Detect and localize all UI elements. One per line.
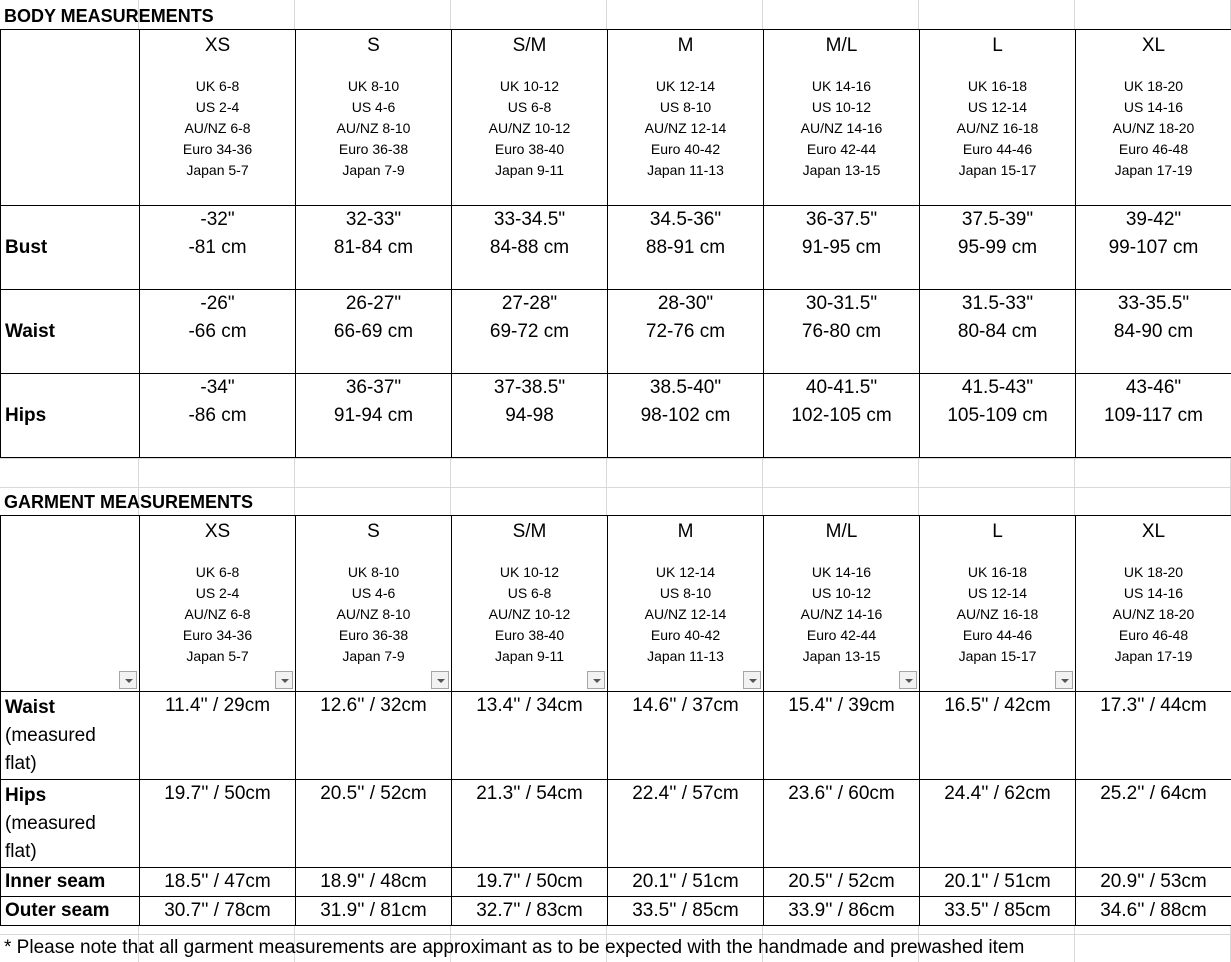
size-conversion-line: UK 16-18 (967, 564, 1028, 580)
size-conversion-line: Euro 36-38 (338, 141, 409, 157)
value-inches: 37-38.5" (493, 377, 566, 398)
measurement-cell: 20.5'' / 52cm (764, 868, 920, 897)
value-inches: 39-42" (1125, 209, 1182, 230)
value-inches: 33-34.5" (493, 209, 566, 230)
measurement-cell: 34.6'' / 88cm (1076, 897, 1231, 926)
row-label: Hips (1, 374, 140, 458)
size-conversion-line: US 4-6 (351, 585, 396, 601)
row-label-note: flat) (5, 840, 37, 862)
measurement-cell: 33.5'' / 85cm (608, 897, 764, 926)
size-name: S/M (512, 35, 547, 56)
size-name: L (992, 35, 1003, 56)
row-label (1, 897, 140, 926)
size-conversion-line: US 2-4 (195, 99, 240, 115)
size-conversion-line: Euro 46-48 (1118, 141, 1189, 157)
size-conversion-line: Euro 40-42 (650, 141, 721, 157)
size-conversion-line: UK 8-10 (347, 78, 400, 94)
size-conversion-line: Euro 42-44 (806, 627, 877, 643)
garment-row-waist (1, 692, 1231, 780)
size-conversions (764, 562, 919, 667)
size-name: M/L (825, 521, 858, 542)
size-name: S (367, 521, 380, 542)
size-conversion-line: Japan 17-19 (1114, 162, 1193, 178)
value-inches: 32-33" (345, 209, 402, 230)
value-cm: 99-107 cm (1108, 237, 1199, 258)
body-header-row (1, 30, 1231, 206)
size-conversion-line: AU/NZ 14-16 (800, 606, 883, 622)
size-conversions (452, 562, 607, 667)
size-conversion-line: AU/NZ 6-8 (184, 606, 251, 622)
value-cm: 98-102 cm (640, 405, 731, 426)
row-label: Waist (1, 290, 140, 374)
size-name: XL (1141, 521, 1166, 542)
size-conversion-line: Japan 15-17 (958, 648, 1037, 664)
measurement-cell: 32.7'' / 83cm (452, 897, 608, 926)
measurement-cell (1076, 374, 1231, 458)
measurement-cell (764, 206, 920, 290)
measurement-cell: 12.6'' / 32cm (296, 692, 452, 780)
value-inches: 37.5-39" (961, 209, 1034, 230)
row-label-main: Inner seam (5, 871, 106, 892)
measurement-cell (140, 290, 296, 374)
value-inches: -34" (200, 377, 235, 398)
value-inches: 38.5-40" (649, 377, 722, 398)
garment-size-header-xl (1076, 516, 1231, 692)
size-name: XL (1141, 35, 1166, 56)
size-conversion-line: UK 18-20 (1123, 78, 1184, 94)
size-name: S/M (512, 521, 547, 542)
size-conversions (608, 76, 763, 181)
row-label (1, 692, 140, 780)
body-size-header-xs (140, 30, 296, 206)
size-conversion-line: UK 14-16 (811, 78, 872, 94)
row-label (1, 868, 140, 897)
measurement-cell: 13.4'' / 34cm (452, 692, 608, 780)
size-conversion-line: UK 6-8 (195, 564, 240, 580)
measurement-cell (1076, 290, 1231, 374)
filter-dropdown-button[interactable] (743, 671, 761, 689)
value-cm: 91-95 cm (801, 237, 882, 258)
size-conversion-line: Japan 7-9 (342, 162, 405, 178)
size-conversion-line: Euro 44-46 (962, 141, 1033, 157)
measurement-cell: 15.4'' / 39cm (764, 692, 920, 780)
size-conversions (608, 562, 763, 667)
value-cm: 88-91 cm (645, 237, 726, 258)
size-conversion-line: UK 14-16 (811, 564, 872, 580)
size-conversion-line: Euro 38-40 (494, 141, 565, 157)
filter-dropdown-button[interactable] (587, 671, 605, 689)
row-label (1, 780, 140, 868)
size-conversion-line: US 6-8 (507, 99, 552, 115)
gridline-horizontal (0, 458, 1231, 459)
measurement-cell (140, 374, 296, 458)
garment-row-inner-seam (1, 868, 1231, 897)
size-conversion-line: Euro 34-36 (182, 627, 253, 643)
size-conversion-line: Japan 13-15 (802, 648, 881, 664)
value-cm: 109-117 cm (1104, 405, 1203, 426)
body-size-header-xl (1076, 30, 1231, 206)
size-conversions (296, 562, 451, 667)
size-conversion-line: AU/NZ 8-10 (336, 120, 411, 136)
body-size-header-m-l (764, 30, 920, 206)
size-conversion-line: Euro 44-46 (962, 627, 1033, 643)
measurement-cell: 14.6'' / 37cm (608, 692, 764, 780)
measurement-cell: 19.7'' / 50cm (452, 868, 608, 897)
measurement-cell: 17.3'' / 44cm (1076, 692, 1231, 780)
size-conversion-line: Euro 46-48 (1118, 627, 1189, 643)
filter-dropdown-button[interactable] (275, 671, 293, 689)
size-conversions (296, 76, 451, 181)
size-conversion-line: Euro 42-44 (806, 141, 877, 157)
size-conversion-line: Euro 38-40 (494, 627, 565, 643)
value-cm: -81 cm (188, 237, 247, 258)
garment-measurements-title: GARMENT MEASUREMENTS (4, 492, 254, 512)
value-inches: 40-41.5" (805, 377, 878, 398)
size-conversion-line: AU/NZ 12-14 (644, 120, 727, 136)
size-conversion-line: AU/NZ 16-18 (956, 606, 1039, 622)
value-cm: 84-88 cm (489, 237, 570, 258)
size-name: XS (204, 35, 231, 56)
garment-corner-cell (1, 516, 140, 692)
size-name: M (677, 521, 694, 542)
filter-dropdown-button[interactable] (899, 671, 917, 689)
measurement-cell (296, 374, 452, 458)
body-corner-cell (1, 30, 140, 206)
size-conversion-line: US 12-14 (967, 99, 1028, 115)
size-conversion-line: Euro 34-36 (182, 141, 253, 157)
size-conversion-line: Japan 11-13 (647, 162, 724, 178)
garment-size-header-xs (140, 516, 296, 692)
measurement-cell (764, 290, 920, 374)
measurement-cell: 18.5'' / 47cm (140, 868, 296, 897)
measurement-cell (920, 206, 1076, 290)
measurement-cell (608, 374, 764, 458)
body-size-header-s-m (452, 30, 608, 206)
measurement-cell: 19.7'' / 50cm (140, 780, 296, 868)
size-conversion-line: AU/NZ 18-20 (1112, 606, 1195, 622)
value-inches: 27-28" (501, 293, 558, 314)
value-inches: 26-27" (345, 293, 402, 314)
size-conversion-line: US 12-14 (967, 585, 1028, 601)
size-conversion-line: UK 16-18 (967, 78, 1028, 94)
value-cm: -66 cm (188, 321, 247, 342)
size-conversion-line: Japan 17-19 (1114, 648, 1193, 664)
body-size-header-l (920, 30, 1076, 206)
size-conversions (140, 562, 295, 667)
body-size-header-s (296, 30, 452, 206)
value-inches: 36-37.5" (805, 209, 878, 230)
filter-dropdown-button[interactable] (119, 671, 137, 689)
size-conversion-line: AU/NZ 10-12 (488, 606, 571, 622)
measurement-cell: 31.9'' / 81cm (296, 897, 452, 926)
size-conversion-line: AU/NZ 14-16 (800, 120, 883, 136)
size-conversion-line: UK 6-8 (195, 78, 240, 94)
measurement-cell: 16.5'' / 42cm (920, 692, 1076, 780)
row-label-note: (measured (5, 812, 96, 834)
value-inches: 34.5-36" (649, 209, 722, 230)
value-inches: 43-46" (1125, 377, 1182, 398)
size-conversion-line: AU/NZ 6-8 (184, 120, 251, 136)
value-inches: -32" (200, 209, 235, 230)
size-conversions (1076, 76, 1231, 181)
measurement-cell (764, 374, 920, 458)
size-conversion-line: US 4-6 (351, 99, 396, 115)
size-conversions (452, 76, 607, 181)
value-cm: 84-90 cm (1113, 321, 1194, 342)
value-cm: 66-69 cm (333, 321, 414, 342)
size-name: L (992, 521, 1003, 542)
size-conversion-line: AU/NZ 10-12 (488, 120, 571, 136)
garment-size-header-m (608, 516, 764, 692)
size-conversions (920, 562, 1075, 667)
filter-dropdown-button[interactable] (1055, 671, 1073, 689)
value-inches: 41.5-43" (961, 377, 1034, 398)
filter-dropdown-button[interactable] (431, 671, 449, 689)
value-cm: 69-72 cm (489, 321, 570, 342)
measurement-cell: 21.3'' / 54cm (452, 780, 608, 868)
value-cm: 94-98 (505, 405, 554, 426)
size-conversion-line: UK 12-14 (655, 564, 716, 580)
body-measurements-title: BODY MEASUREMENTS (4, 6, 214, 26)
body-row-bust (1, 206, 1231, 290)
gridline-horizontal (0, 487, 1231, 488)
size-conversion-line: US 8-10 (659, 585, 712, 601)
size-conversion-line: UK 10-12 (499, 78, 560, 94)
measurement-cell: 33.9'' / 86cm (764, 897, 920, 926)
size-conversion-line: Japan 5-7 (186, 648, 249, 664)
measurement-cell (1076, 206, 1231, 290)
size-conversion-line: US 6-8 (507, 585, 552, 601)
value-cm: 95-99 cm (957, 237, 1038, 258)
measurement-cell: 33.5'' / 85cm (920, 897, 1076, 926)
measurement-cell: 20.5'' / 52cm (296, 780, 452, 868)
value-cm: 105-109 cm (947, 405, 1048, 426)
value-cm: 81-84 cm (333, 237, 414, 258)
measurement-cell: 20.1'' / 51cm (920, 868, 1076, 897)
garment-size-header-l (920, 516, 1076, 692)
size-conversion-line: UK 18-20 (1123, 564, 1184, 580)
size-conversion-line: Japan 9-11 (494, 162, 564, 178)
body-row-waist (1, 290, 1231, 374)
size-conversion-line: US 10-12 (811, 585, 872, 601)
body-measurements-table (0, 29, 1231, 458)
footnote: * Please note that all garment measurements are approximant as to be expected with the handmade and prewashed item (4, 937, 1025, 958)
size-conversion-line: AU/NZ 8-10 (336, 606, 411, 622)
size-conversion-line: US 10-12 (811, 99, 872, 115)
measurement-cell (296, 290, 452, 374)
body-size-header-m (608, 30, 764, 206)
garment-row-outer-seam (1, 897, 1231, 926)
measurement-cell: 18.9'' / 48cm (296, 868, 452, 897)
size-conversion-line: Euro 36-38 (338, 627, 409, 643)
size-conversion-line: Japan 15-17 (958, 162, 1037, 178)
size-name: M/L (825, 35, 858, 56)
measurement-cell: 20.1'' / 51cm (608, 868, 764, 897)
size-conversion-line: UK 12-14 (655, 78, 716, 94)
value-cm: 102-105 cm (791, 405, 892, 426)
value-cm: 72-76 cm (645, 321, 726, 342)
size-conversion-line: UK 8-10 (347, 564, 400, 580)
measurement-cell (140, 206, 296, 290)
size-conversion-line: Japan 11-13 (647, 648, 724, 664)
size-conversions (140, 76, 295, 181)
row-label-note: flat) (5, 752, 37, 774)
size-conversion-line: Japan 7-9 (342, 648, 405, 664)
size-conversion-line: AU/NZ 18-20 (1112, 120, 1195, 136)
garment-size-header-s (296, 516, 452, 692)
value-cm: 80-84 cm (957, 321, 1038, 342)
measurement-cell (608, 206, 764, 290)
size-conversion-line: Japan 9-11 (494, 648, 564, 664)
measurement-cell (920, 374, 1076, 458)
measurement-cell (920, 290, 1076, 374)
size-name: M (677, 35, 694, 56)
row-label: Bust (1, 206, 140, 290)
row-label-main: Outer seam (5, 900, 110, 921)
row-label-note: (measured (5, 724, 96, 746)
size-conversions (1076, 562, 1231, 667)
size-conversion-line: Euro 40-42 (650, 627, 721, 643)
size-name: S (367, 35, 380, 56)
measurement-cell (608, 290, 764, 374)
size-conversion-line: Japan 5-7 (186, 162, 249, 178)
measurement-cell: 22.4'' / 57cm (608, 780, 764, 868)
value-inches: -26" (200, 293, 235, 314)
size-conversion-line: AU/NZ 16-18 (956, 120, 1039, 136)
size-conversion-line: US 14-16 (1123, 585, 1184, 601)
garment-size-header-m-l (764, 516, 920, 692)
measurement-cell: 25.2'' / 64cm (1076, 780, 1231, 868)
measurement-cell: 23.6'' / 60cm (764, 780, 920, 868)
size-conversions (764, 76, 919, 181)
measurement-cell (452, 290, 608, 374)
measurement-cell: 11.4'' / 29cm (140, 692, 296, 780)
size-name: XS (204, 521, 231, 542)
garment-size-header-s-m (452, 516, 608, 692)
value-inches: 36-37" (345, 377, 402, 398)
measurement-cell: 24.4'' / 62cm (920, 780, 1076, 868)
row-label-main: Hips (5, 784, 47, 806)
size-conversion-line: Japan 13-15 (802, 162, 881, 178)
value-cm: 76-80 cm (801, 321, 882, 342)
value-inches: 30-31.5" (805, 293, 878, 314)
value-inches: 33-35.5" (1117, 293, 1190, 314)
size-conversion-line: UK 10-12 (499, 564, 560, 580)
garment-row-hips (1, 780, 1231, 868)
size-conversion-line: US 8-10 (659, 99, 712, 115)
body-row-hips (1, 374, 1231, 458)
measurement-cell (452, 206, 608, 290)
size-conversion-line: US 2-4 (195, 585, 240, 601)
value-cm: 91-94 cm (333, 405, 414, 426)
measurement-cell (296, 206, 452, 290)
measurement-cell: 30.7'' / 78cm (140, 897, 296, 926)
row-label-main: Waist (5, 696, 55, 718)
measurement-cell (452, 374, 608, 458)
size-conversion-line: AU/NZ 12-14 (644, 606, 727, 622)
size-conversions (920, 76, 1075, 181)
garment-header-row (1, 516, 1231, 692)
size-conversion-line: US 14-16 (1123, 99, 1184, 115)
measurement-cell: 20.9'' / 53cm (1076, 868, 1231, 897)
value-cm: -86 cm (188, 405, 247, 426)
value-inches: 31.5-33" (961, 293, 1034, 314)
value-inches: 28-30" (657, 293, 714, 314)
garment-measurements-table (0, 515, 1231, 926)
